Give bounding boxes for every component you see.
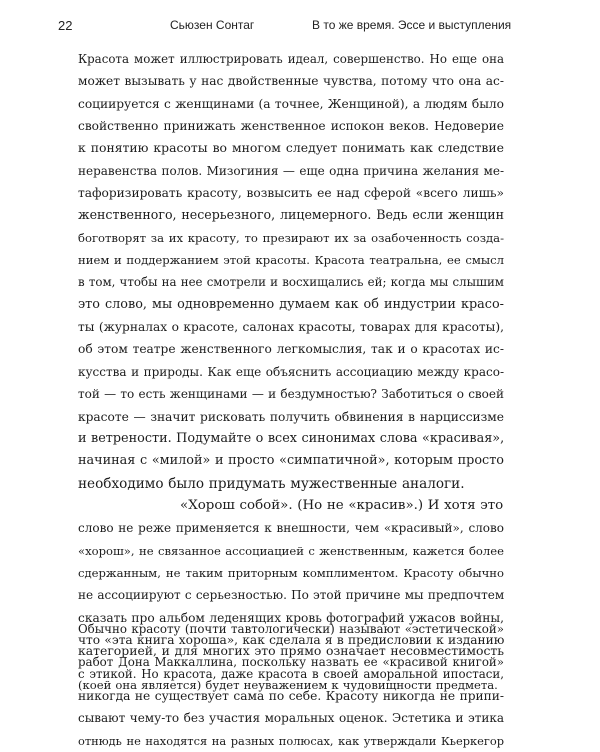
text-line: категорией, и для многих это прямо означает несовместимость <box>78 643 504 659</box>
text-line: «Хорош собой». (Но не «красив».) И хотя это <box>180 497 504 513</box>
text-line: красоте — значит рисковать получить обвинения в нарциссизме <box>78 409 504 424</box>
text-line: об этом театре женственного легкомыслия, так и о красотах ис- <box>78 342 504 357</box>
text-line: необходимо было придумать мужественные аналоги. <box>78 475 465 492</box>
text-line: к понятию красоты во многом следует понимать как следствие <box>78 140 504 156</box>
text-line: Красота может иллюстрировать идеал, совершенство. Но еще она <box>78 52 504 66</box>
text-line: что «эта книга хороша», как сделала я в предисловии к изданию <box>78 632 505 647</box>
text-line: никогда не существует сама по себе. Красоту никогда не припи- <box>78 689 504 704</box>
paragraph-1 <box>78 48 504 696</box>
text-line: сывают чему-то без участия моральных оценок. Эстетика и этика <box>78 711 504 726</box>
text-line: в том, чтобы на нее смотрели и восхищались ей; когда мы слышим <box>78 275 504 290</box>
running-header <box>58 18 544 34</box>
text-line: сказать про альбом леденящих кровь фотографий ужасов войны, <box>78 610 504 625</box>
text-line: Обычно красоту (почти тавтологически) называют «эстетической» <box>78 622 504 636</box>
text-line: социируется с женщинами (а точнее, Женщиной), а людям было <box>78 96 504 111</box>
text-line: не ассоциируют с серьезностью. По этой причине мы предпочтем <box>78 588 505 603</box>
text-line: боготворят за их красоту, то презирают их за озабоченность созда- <box>78 230 504 245</box>
text-line: отнюдь не находятся на разных полюсах, как утверждали Кьеркегор <box>78 733 504 748</box>
text-line: с этикой. Но красота, даже красота в своей аморальной ипостаси, <box>78 666 504 681</box>
text-line: слово не реже применяется к внешности, чем «красивый», слово <box>78 521 504 536</box>
text-line: ты (журналах о красоте, салонах красоты, товарах для красоты), <box>78 320 504 335</box>
text-line: начиная с «милой» и просто «симпатичной», которым просто <box>78 453 504 469</box>
text-line: может вызывать у нас двойственные чувства, потому что она ас- <box>78 74 504 89</box>
text-line: тафоризировать красоту, возвысить ее над сферой «всего лишь» <box>78 186 504 201</box>
text-line: «хорош», не связанное ассоциацией с женственным, кажется более <box>78 543 504 558</box>
text-line: работ Дона Маккаллина, поскольку назвать ее «красивой книгой» <box>78 655 504 670</box>
text-line: это слово, мы одновременно думаем как об индустрии красо- <box>78 296 504 312</box>
text-line: кусства и природы. Как еще объяснить ассоциацию между красо- <box>78 364 504 379</box>
text-line: неравенства полов. Мизогиния — еще одна причина желания ме- <box>78 163 504 178</box>
text-line: нием и поддержанием этой красоты. Красота театральна, ее смысл <box>78 253 504 268</box>
text-line: и ветрености. Подумайте о всех синонимах слова «красивая», <box>78 430 505 446</box>
text-line: женственного, несерьезного, лицемерного. Ведь если женщин <box>78 207 504 223</box>
text-line: той — то есть женщинами — и бездумностью? Заботиться о своей <box>78 387 504 402</box>
running-header-author: Сьюзен Сонтаг <box>170 18 255 32</box>
text-line: свойственно принижать женственное испокон веков. Недоверие <box>78 119 504 134</box>
text-line: (коей она является) будет неуважением к чудовищности предмета. <box>78 677 498 692</box>
page-number: 22 <box>58 18 73 33</box>
text-line: сдержанным, не таким приторным комплиментом. Красоту обычно <box>78 565 504 580</box>
paragraph-2 <box>78 618 504 752</box>
running-header-book-title: В то же время. Эссе и выступления <box>312 18 512 32</box>
